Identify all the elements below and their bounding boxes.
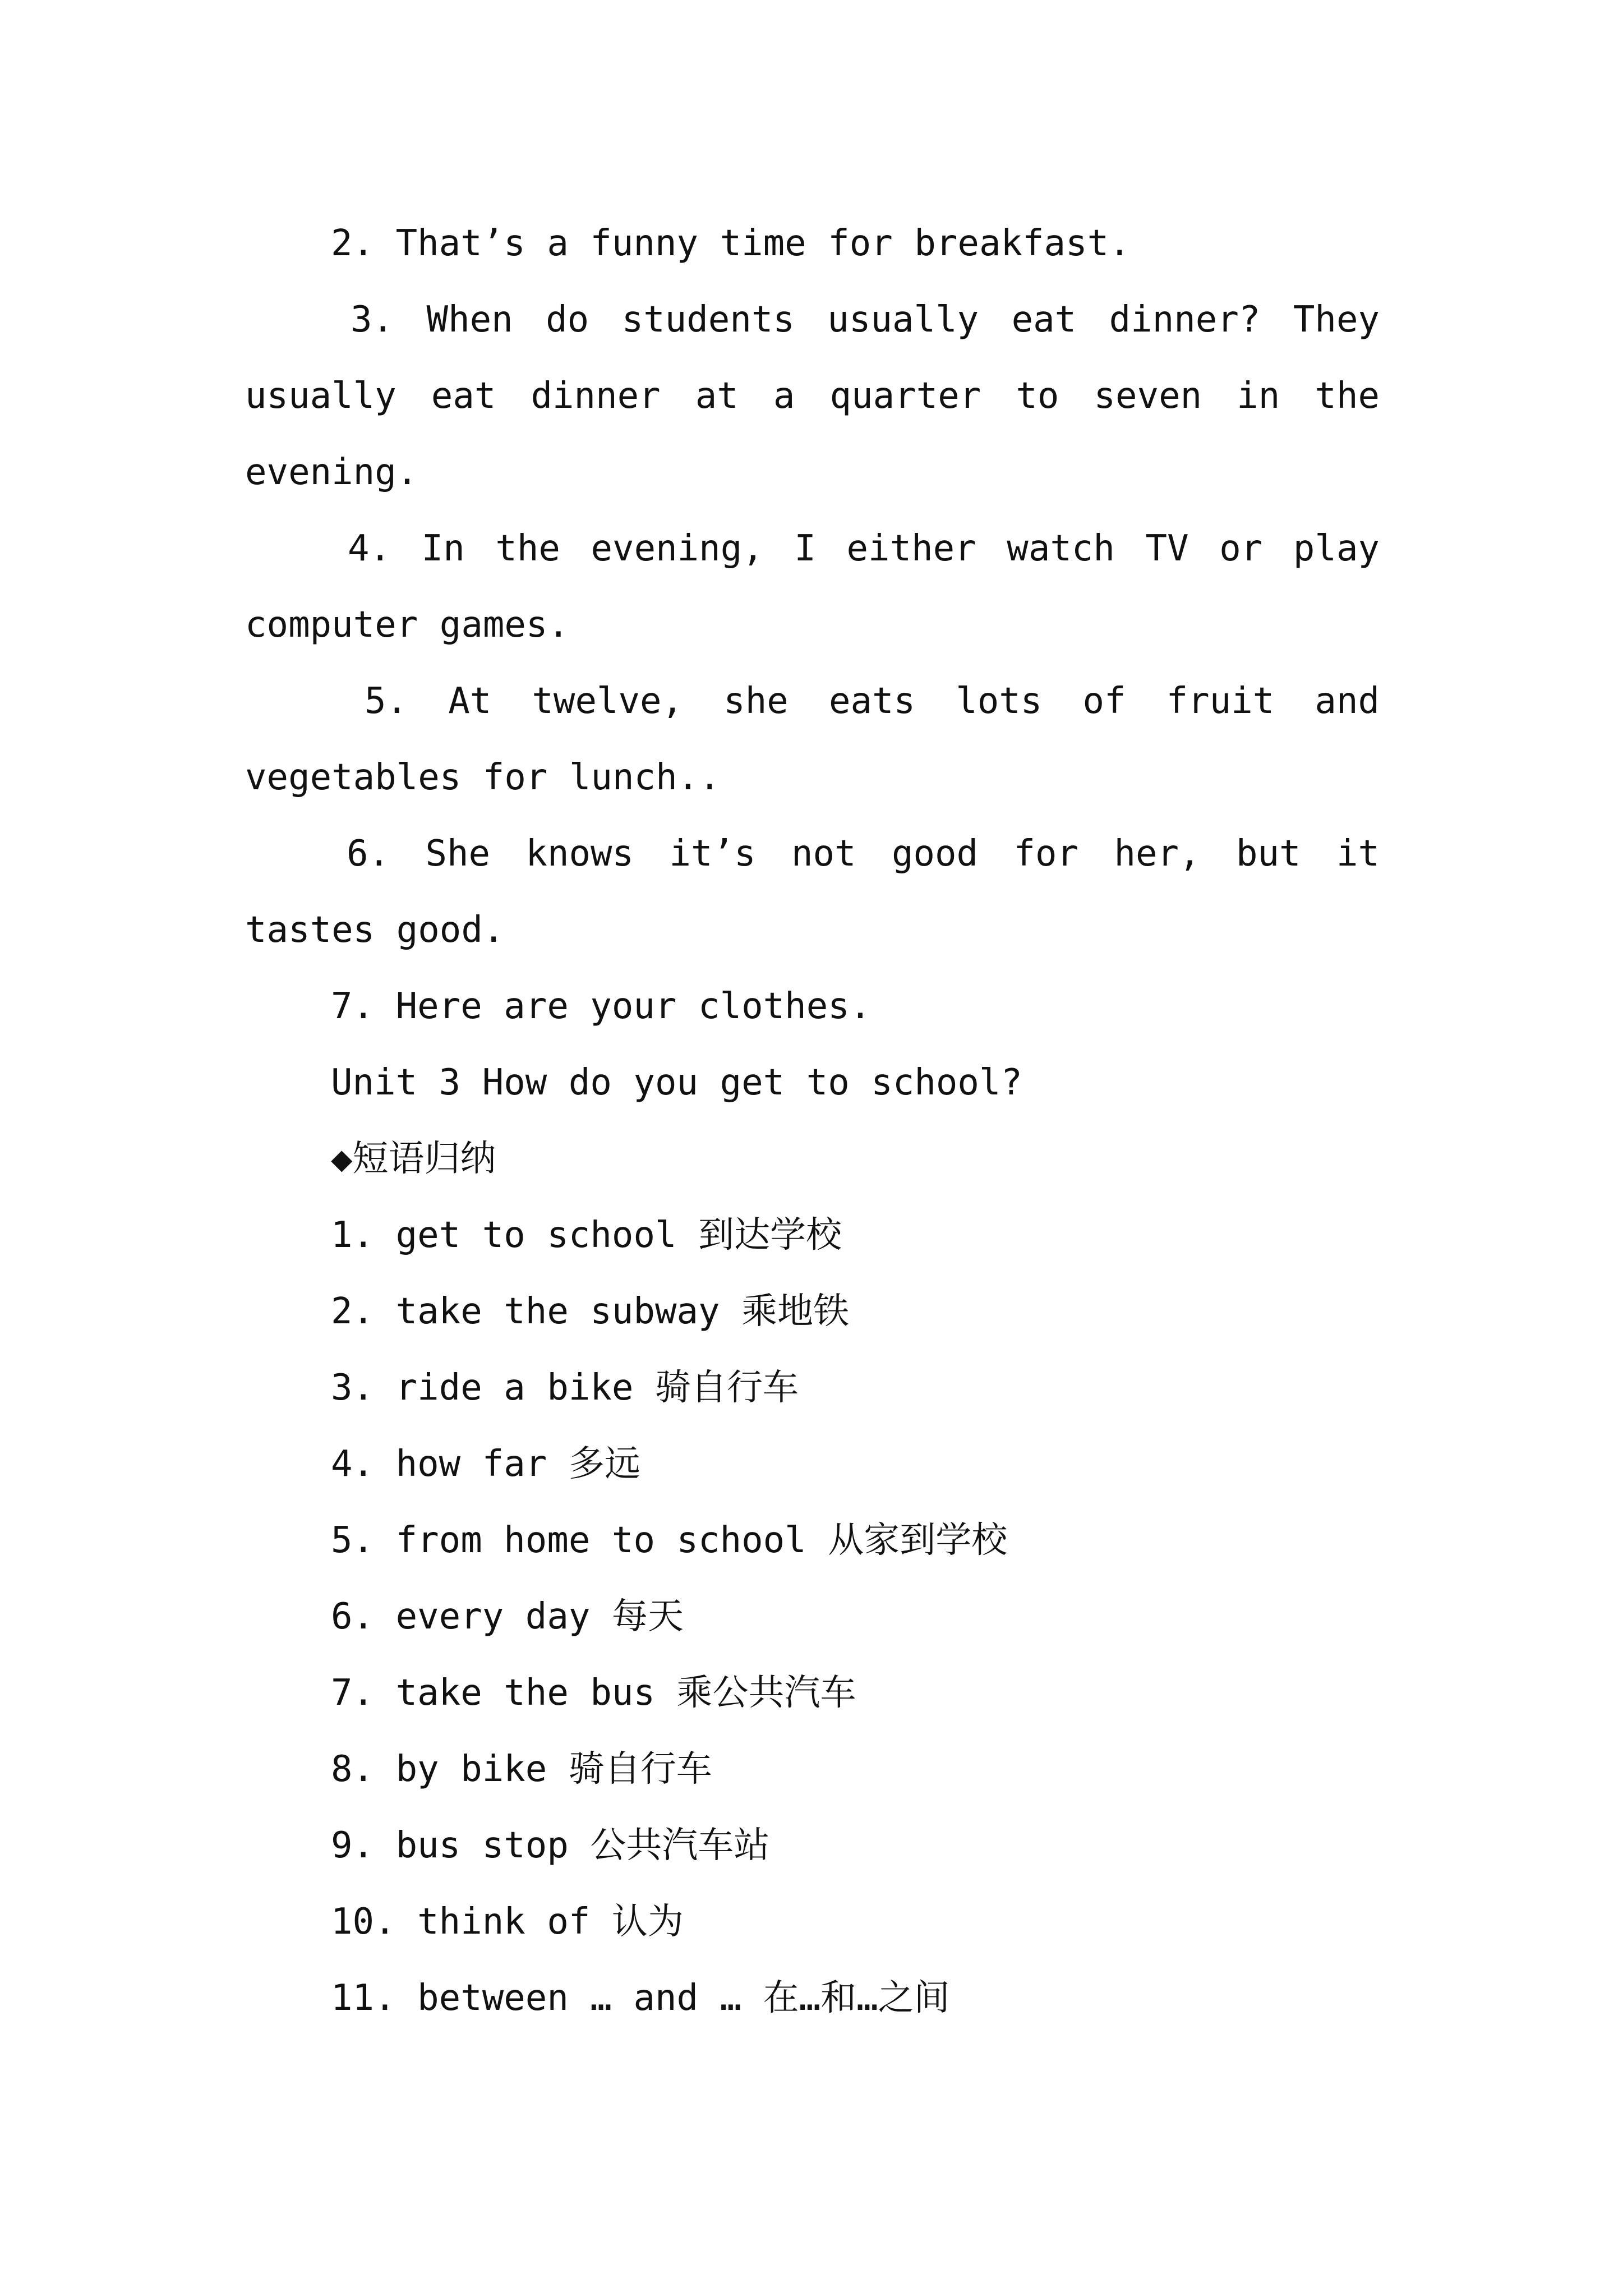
sentence-4-line-2: computer games.	[245, 604, 569, 646]
phrase-item: 5. from home to school 从家到学校	[331, 1520, 1008, 1561]
sentence-6-line-1: 6. She knows it’s not good for her, but it	[347, 833, 1380, 875]
sentence-4-line-1: 4. In the evening, I either watch TV or play	[348, 528, 1380, 569]
sentence-3-line-1: 3. When do students usually eat dinner? They	[351, 299, 1380, 341]
phrase-item: 4. how far 多远	[331, 1443, 640, 1485]
phrase-item: 3. ride a bike 骑自行车	[331, 1367, 799, 1409]
sentence-3-line-2: usually eat dinner at a quarter to seven in the	[245, 375, 1380, 417]
phrase-item: 10. think of 认为	[331, 1901, 684, 1943]
phrase-item: 2. take the subway 乘地铁	[331, 1291, 850, 1332]
sentence-5-line-2: vegetables for lunch..	[245, 757, 721, 798]
phrase-item: 7. take the bus 乘公共汽车	[331, 1672, 856, 1714]
sentence-6-line-2: tastes good.	[245, 909, 505, 951]
phrase-item: 9. bus stop 公共汽车站	[331, 1825, 770, 1866]
unit-title: Unit 3 How do you get to school?	[331, 1062, 1022, 1103]
sentence-2: 2. That’s a funny time for breakfast.	[331, 223, 1131, 264]
sentence-3-line-3: evening.	[245, 452, 418, 493]
section-heading: ◆短语归纳	[331, 1138, 496, 1180]
phrase-item: 6. every day 每天	[331, 1596, 684, 1637]
sentence-7: 7. Here are your clothes.	[331, 986, 872, 1027]
sentence-5-line-1: 5. At twelve, she eats lots of fruit and	[365, 680, 1380, 722]
phrase-item: 8. by bike 骑自行车	[331, 1749, 712, 1790]
phrase-item: 11. between … and … 在…和…之间	[331, 1977, 950, 2019]
phrase-item: 1. get to school 到达学校	[331, 1214, 842, 1256]
